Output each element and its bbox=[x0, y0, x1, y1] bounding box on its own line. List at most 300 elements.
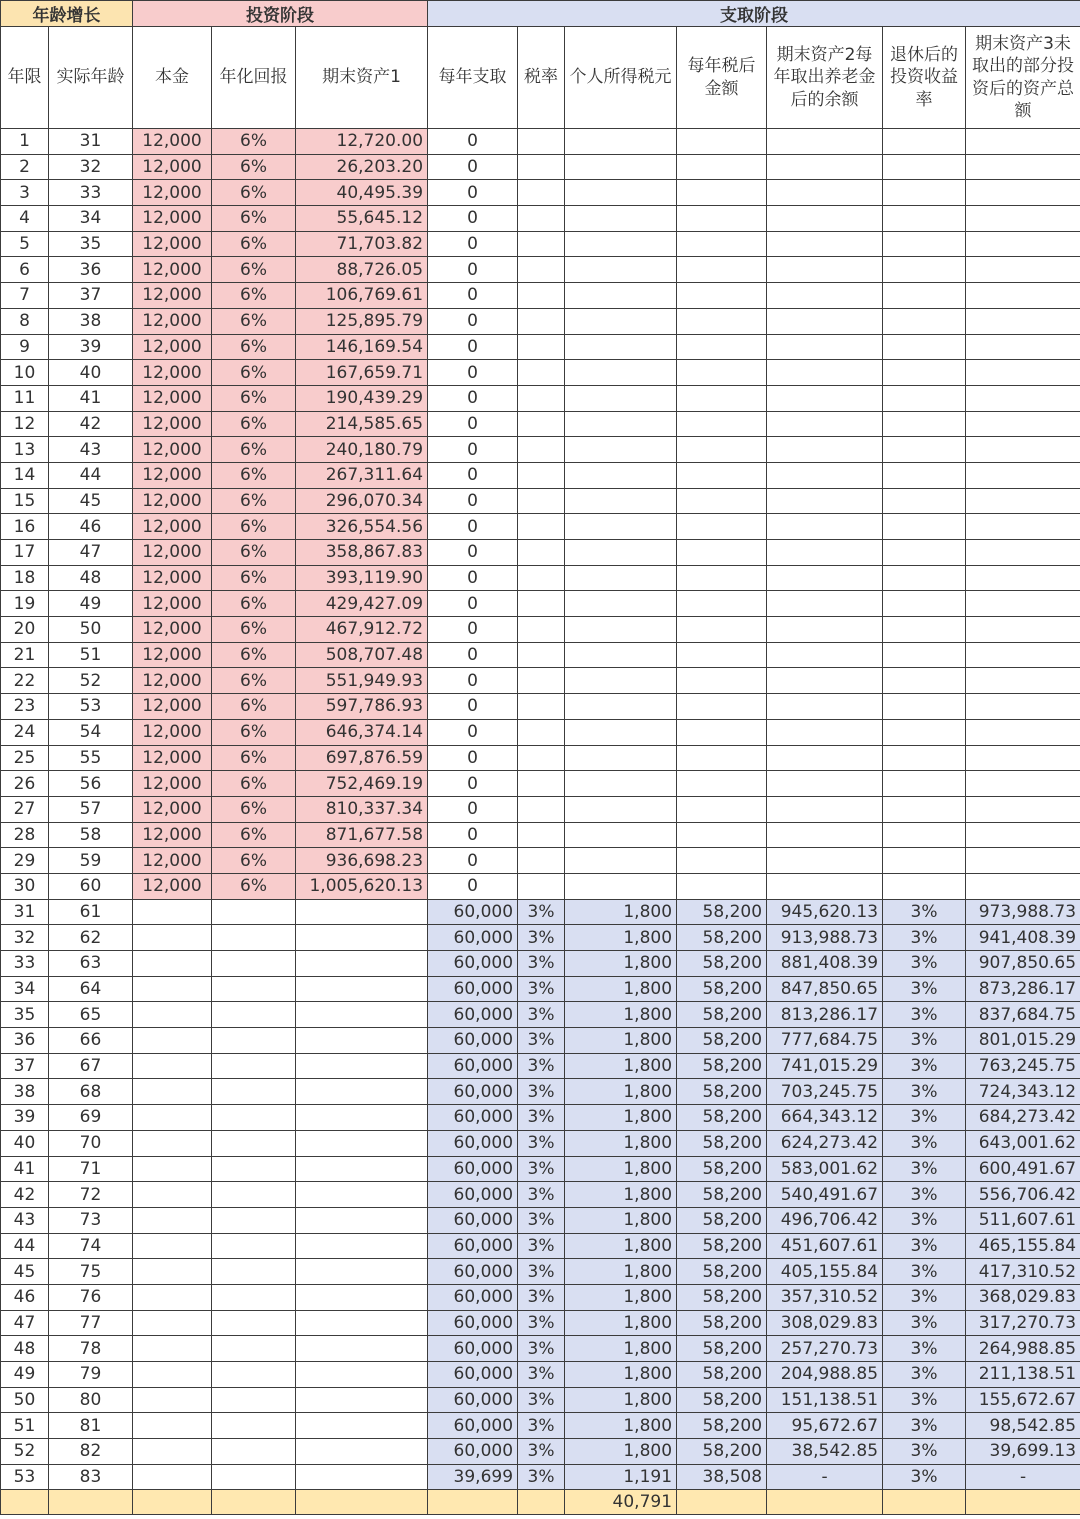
cell-empty[interactable] bbox=[212, 1079, 296, 1105]
cell-annual-return[interactable]: 6% bbox=[212, 514, 296, 540]
cell-empty[interactable] bbox=[677, 385, 767, 411]
cell-empty[interactable] bbox=[565, 411, 677, 437]
cell-tax-rate[interactable]: 3% bbox=[518, 1336, 565, 1362]
cell-empty[interactable] bbox=[565, 719, 677, 745]
cell-annual-return[interactable]: 6% bbox=[212, 796, 296, 822]
cell-year[interactable]: 45 bbox=[1, 1259, 49, 1285]
cell-empty[interactable] bbox=[518, 257, 565, 283]
cell-empty[interactable] bbox=[565, 231, 677, 257]
cell-tax-rate[interactable]: 3% bbox=[518, 976, 565, 1002]
cell-empty[interactable] bbox=[966, 154, 1080, 180]
cell-year[interactable]: 21 bbox=[1, 642, 49, 668]
cell-age[interactable]: 62 bbox=[49, 925, 133, 951]
cell-age[interactable]: 54 bbox=[49, 719, 133, 745]
cell-annual-return[interactable]: 6% bbox=[212, 771, 296, 797]
cell-annual-return[interactable]: 6% bbox=[212, 540, 296, 566]
cell-annual-withdrawal[interactable]: 60,000 bbox=[428, 1002, 518, 1028]
cell-empty[interactable] bbox=[966, 129, 1080, 155]
cell-principal[interactable]: 12,000 bbox=[133, 283, 212, 309]
cell-empty[interactable] bbox=[133, 1362, 212, 1388]
cell-assets2[interactable]: 881,408.39 bbox=[767, 951, 883, 977]
cell-assets3[interactable]: 264,988.85 bbox=[966, 1336, 1080, 1362]
cell-empty[interactable] bbox=[296, 1413, 428, 1439]
cell-year[interactable]: 48 bbox=[1, 1336, 49, 1362]
cell-empty[interactable] bbox=[518, 283, 565, 309]
cell-tax-rate[interactable]: 3% bbox=[518, 1413, 565, 1439]
cell-empty[interactable] bbox=[767, 154, 883, 180]
cell-empty[interactable] bbox=[767, 642, 883, 668]
cell-empty[interactable] bbox=[518, 334, 565, 360]
cell-annual-withdrawal[interactable]: 60,000 bbox=[428, 1156, 518, 1182]
cell-annual-return[interactable]: 6% bbox=[212, 719, 296, 745]
cell-income-tax[interactable]: 1,800 bbox=[565, 1053, 677, 1079]
cell-after-tax[interactable]: 58,200 bbox=[677, 1079, 767, 1105]
cell-income-tax[interactable]: 1,800 bbox=[565, 1284, 677, 1310]
cell-year[interactable]: 2 bbox=[1, 154, 49, 180]
cell-annual-return[interactable]: 6% bbox=[212, 642, 296, 668]
cell-empty[interactable] bbox=[883, 565, 966, 591]
cell-annual-withdrawal[interactable]: 60,000 bbox=[428, 951, 518, 977]
cell-age[interactable]: 36 bbox=[49, 257, 133, 283]
cell-principal[interactable]: 12,000 bbox=[133, 719, 212, 745]
cell-principal[interactable]: 12,000 bbox=[133, 411, 212, 437]
cell-after-tax[interactable]: 58,200 bbox=[677, 1156, 767, 1182]
cell-empty[interactable] bbox=[565, 308, 677, 334]
cell-empty[interactable] bbox=[212, 1130, 296, 1156]
cell-year[interactable]: 36 bbox=[1, 1028, 49, 1054]
cell-empty[interactable] bbox=[883, 154, 966, 180]
cell-empty[interactable] bbox=[677, 771, 767, 797]
cell-year[interactable]: 40 bbox=[1, 1130, 49, 1156]
cell-after-tax[interactable]: 58,200 bbox=[677, 899, 767, 925]
cell-retire-return[interactable]: 3% bbox=[883, 1310, 966, 1336]
cell-assets2[interactable]: 703,245.75 bbox=[767, 1079, 883, 1105]
cell-empty[interactable] bbox=[677, 206, 767, 232]
cell-empty[interactable] bbox=[518, 437, 565, 463]
cell-year[interactable]: 24 bbox=[1, 719, 49, 745]
cell-empty[interactable] bbox=[565, 154, 677, 180]
cell-empty[interactable] bbox=[565, 565, 677, 591]
cell-empty[interactable] bbox=[212, 951, 296, 977]
cell-empty[interactable] bbox=[518, 514, 565, 540]
cell-age[interactable]: 77 bbox=[49, 1310, 133, 1336]
cell-after-tax[interactable]: 38,508 bbox=[677, 1464, 767, 1490]
cell-empty[interactable] bbox=[518, 873, 565, 899]
cell-empty[interactable] bbox=[565, 360, 677, 386]
cell-age[interactable]: 82 bbox=[49, 1439, 133, 1465]
cell-assets1[interactable]: 240,180.79 bbox=[296, 437, 428, 463]
cell-assets1[interactable]: 40,495.39 bbox=[296, 180, 428, 206]
cell-empty[interactable] bbox=[565, 334, 677, 360]
cell-empty[interactable] bbox=[212, 1490, 296, 1515]
cell-assets2[interactable]: - bbox=[767, 1464, 883, 1490]
cell-empty[interactable] bbox=[133, 976, 212, 1002]
cell-annual-withdrawal[interactable]: 60,000 bbox=[428, 1387, 518, 1413]
cell-empty[interactable] bbox=[767, 334, 883, 360]
cell-income-tax[interactable]: 1,800 bbox=[565, 1310, 677, 1336]
cell-age[interactable]: 31 bbox=[49, 129, 133, 155]
cell-assets3[interactable]: 155,672.67 bbox=[966, 1387, 1080, 1413]
cell-empty[interactable] bbox=[767, 231, 883, 257]
cell-annual-withdrawal[interactable]: 60,000 bbox=[428, 1182, 518, 1208]
cell-empty[interactable] bbox=[49, 1490, 133, 1515]
cell-empty[interactable] bbox=[296, 1130, 428, 1156]
cell-principal[interactable]: 12,000 bbox=[133, 462, 212, 488]
cell-empty[interactable] bbox=[296, 1233, 428, 1259]
cell-empty[interactable] bbox=[677, 617, 767, 643]
cell-empty[interactable] bbox=[883, 540, 966, 566]
cell-year[interactable]: 37 bbox=[1, 1053, 49, 1079]
cell-empty[interactable] bbox=[212, 1284, 296, 1310]
cell-retire-return[interactable]: 3% bbox=[883, 1182, 966, 1208]
cell-retire-return[interactable]: 3% bbox=[883, 1130, 966, 1156]
cell-age[interactable]: 60 bbox=[49, 873, 133, 899]
cell-age[interactable]: 53 bbox=[49, 694, 133, 720]
cell-empty[interactable] bbox=[677, 231, 767, 257]
cell-empty[interactable] bbox=[518, 848, 565, 874]
cell-empty[interactable] bbox=[883, 694, 966, 720]
cell-year[interactable]: 38 bbox=[1, 1079, 49, 1105]
cell-retire-return[interactable]: 3% bbox=[883, 1413, 966, 1439]
cell-empty[interactable] bbox=[883, 129, 966, 155]
cell-after-tax[interactable]: 58,200 bbox=[677, 951, 767, 977]
cell-empty[interactable] bbox=[518, 591, 565, 617]
cell-empty[interactable] bbox=[966, 514, 1080, 540]
cell-empty[interactable] bbox=[677, 848, 767, 874]
cell-annual-withdrawal[interactable]: 0 bbox=[428, 514, 518, 540]
cell-year[interactable]: 49 bbox=[1, 1362, 49, 1388]
cell-annual-withdrawal[interactable]: 0 bbox=[428, 873, 518, 899]
cell-annual-return[interactable]: 6% bbox=[212, 360, 296, 386]
cell-empty[interactable] bbox=[677, 257, 767, 283]
cell-empty[interactable] bbox=[767, 462, 883, 488]
cell-empty[interactable] bbox=[767, 822, 883, 848]
cell-age[interactable]: 61 bbox=[49, 899, 133, 925]
cell-empty[interactable] bbox=[565, 488, 677, 514]
cell-tax-rate[interactable]: 3% bbox=[518, 1259, 565, 1285]
cell-tax-rate[interactable]: 3% bbox=[518, 1079, 565, 1105]
cell-empty[interactable] bbox=[966, 360, 1080, 386]
cell-assets2[interactable]: 308,029.83 bbox=[767, 1310, 883, 1336]
cell-principal[interactable]: 12,000 bbox=[133, 180, 212, 206]
cell-annual-withdrawal[interactable]: 0 bbox=[428, 848, 518, 874]
cell-empty[interactable] bbox=[518, 308, 565, 334]
cell-annual-return[interactable]: 6% bbox=[212, 848, 296, 874]
cell-year[interactable]: 43 bbox=[1, 1207, 49, 1233]
cell-empty[interactable] bbox=[133, 1464, 212, 1490]
cell-empty[interactable] bbox=[767, 1490, 883, 1515]
cell-assets1[interactable]: 646,374.14 bbox=[296, 719, 428, 745]
cell-empty[interactable] bbox=[133, 1490, 212, 1515]
cell-tax-rate[interactable]: 3% bbox=[518, 1002, 565, 1028]
cell-empty[interactable] bbox=[966, 231, 1080, 257]
cell-empty[interactable] bbox=[767, 771, 883, 797]
cell-annual-return[interactable]: 6% bbox=[212, 180, 296, 206]
cell-assets1[interactable]: 106,769.61 bbox=[296, 283, 428, 309]
cell-empty[interactable] bbox=[518, 231, 565, 257]
cell-annual-withdrawal[interactable]: 60,000 bbox=[428, 1233, 518, 1259]
cell-year[interactable]: 16 bbox=[1, 514, 49, 540]
cell-annual-withdrawal[interactable]: 60,000 bbox=[428, 1207, 518, 1233]
cell-annual-withdrawal[interactable]: 60,000 bbox=[428, 925, 518, 951]
cell-empty[interactable] bbox=[518, 822, 565, 848]
cell-empty[interactable] bbox=[677, 668, 767, 694]
cell-income-tax[interactable]: 1,800 bbox=[565, 1156, 677, 1182]
cell-assets2[interactable]: 777,684.75 bbox=[767, 1028, 883, 1054]
cell-empty[interactable] bbox=[133, 1156, 212, 1182]
cell-empty[interactable] bbox=[966, 617, 1080, 643]
cell-year[interactable]: 23 bbox=[1, 694, 49, 720]
cell-annual-withdrawal[interactable]: 0 bbox=[428, 668, 518, 694]
cell-after-tax[interactable]: 58,200 bbox=[677, 976, 767, 1002]
cell-year[interactable]: 6 bbox=[1, 257, 49, 283]
cell-tax-rate[interactable]: 3% bbox=[518, 1130, 565, 1156]
cell-year[interactable]: 47 bbox=[1, 1310, 49, 1336]
cell-annual-withdrawal[interactable]: 60,000 bbox=[428, 1413, 518, 1439]
cell-empty[interactable] bbox=[677, 1490, 767, 1515]
cell-empty[interactable] bbox=[518, 745, 565, 771]
cell-principal[interactable]: 12,000 bbox=[133, 668, 212, 694]
cell-assets3[interactable]: 643,001.62 bbox=[966, 1130, 1080, 1156]
cell-annual-withdrawal[interactable]: 0 bbox=[428, 360, 518, 386]
cell-age[interactable]: 75 bbox=[49, 1259, 133, 1285]
cell-empty[interactable] bbox=[767, 796, 883, 822]
cell-empty[interactable] bbox=[883, 334, 966, 360]
cell-age[interactable]: 41 bbox=[49, 385, 133, 411]
cell-empty[interactable] bbox=[296, 1053, 428, 1079]
cell-assets1[interactable]: 752,469.19 bbox=[296, 771, 428, 797]
cell-income-tax[interactable]: 1,800 bbox=[565, 925, 677, 951]
cell-assets1[interactable]: 214,585.65 bbox=[296, 411, 428, 437]
cell-tax-rate[interactable]: 3% bbox=[518, 951, 565, 977]
cell-empty[interactable] bbox=[883, 771, 966, 797]
cell-year[interactable]: 10 bbox=[1, 360, 49, 386]
cell-empty[interactable] bbox=[677, 411, 767, 437]
cell-empty[interactable] bbox=[133, 1130, 212, 1156]
cell-age[interactable]: 68 bbox=[49, 1079, 133, 1105]
cell-assets3[interactable]: 511,607.61 bbox=[966, 1207, 1080, 1233]
cell-annual-withdrawal[interactable]: 60,000 bbox=[428, 1284, 518, 1310]
cell-assets3[interactable]: 556,706.42 bbox=[966, 1182, 1080, 1208]
cell-assets2[interactable]: 38,542.85 bbox=[767, 1439, 883, 1465]
cell-assets2[interactable]: 583,001.62 bbox=[767, 1156, 883, 1182]
cell-annual-withdrawal[interactable]: 0 bbox=[428, 411, 518, 437]
cell-retire-return[interactable]: 3% bbox=[883, 1156, 966, 1182]
cell-empty[interactable] bbox=[966, 385, 1080, 411]
cell-annual-withdrawal[interactable]: 0 bbox=[428, 257, 518, 283]
cell-annual-withdrawal[interactable]: 39,699 bbox=[428, 1464, 518, 1490]
cell-empty[interactable] bbox=[883, 642, 966, 668]
cell-empty[interactable] bbox=[883, 206, 966, 232]
cell-empty[interactable] bbox=[565, 745, 677, 771]
cell-annual-withdrawal[interactable]: 0 bbox=[428, 745, 518, 771]
cell-age[interactable]: 52 bbox=[49, 668, 133, 694]
cell-assets1[interactable]: 393,119.90 bbox=[296, 565, 428, 591]
cell-annual-withdrawal[interactable]: 0 bbox=[428, 308, 518, 334]
cell-annual-withdrawal[interactable]: 60,000 bbox=[428, 1028, 518, 1054]
cell-empty[interactable] bbox=[133, 1079, 212, 1105]
cell-empty[interactable] bbox=[767, 540, 883, 566]
cell-empty[interactable] bbox=[518, 488, 565, 514]
cell-annual-withdrawal[interactable]: 0 bbox=[428, 154, 518, 180]
cell-year[interactable]: 4 bbox=[1, 206, 49, 232]
cell-principal[interactable]: 12,000 bbox=[133, 745, 212, 771]
cell-age[interactable]: 39 bbox=[49, 334, 133, 360]
cell-empty[interactable] bbox=[883, 848, 966, 874]
cell-empty[interactable] bbox=[296, 1156, 428, 1182]
cell-empty[interactable] bbox=[565, 617, 677, 643]
cell-empty[interactable] bbox=[677, 129, 767, 155]
cell-empty[interactable] bbox=[565, 796, 677, 822]
cell-age[interactable]: 72 bbox=[49, 1182, 133, 1208]
cell-empty[interactable] bbox=[212, 1413, 296, 1439]
cell-empty[interactable] bbox=[677, 154, 767, 180]
cell-year[interactable]: 3 bbox=[1, 180, 49, 206]
cell-empty[interactable] bbox=[133, 1105, 212, 1131]
cell-empty[interactable] bbox=[767, 719, 883, 745]
cell-annual-withdrawal[interactable]: 0 bbox=[428, 231, 518, 257]
cell-annual-withdrawal[interactable]: 60,000 bbox=[428, 1259, 518, 1285]
cell-retire-return[interactable]: 3% bbox=[883, 1336, 966, 1362]
cell-empty[interactable] bbox=[767, 873, 883, 899]
cell-year[interactable]: 9 bbox=[1, 334, 49, 360]
cell-year[interactable]: 39 bbox=[1, 1105, 49, 1131]
cell-empty[interactable] bbox=[565, 873, 677, 899]
cell-retire-return[interactable]: 3% bbox=[883, 925, 966, 951]
cell-year[interactable]: 7 bbox=[1, 283, 49, 309]
cell-empty[interactable] bbox=[883, 591, 966, 617]
cell-empty[interactable] bbox=[133, 925, 212, 951]
cell-annual-return[interactable]: 6% bbox=[212, 257, 296, 283]
cell-empty[interactable] bbox=[212, 1387, 296, 1413]
cell-annual-return[interactable]: 6% bbox=[212, 822, 296, 848]
cell-empty[interactable] bbox=[883, 514, 966, 540]
cell-empty[interactable] bbox=[883, 283, 966, 309]
cell-annual-withdrawal[interactable]: 60,000 bbox=[428, 976, 518, 1002]
cell-after-tax[interactable]: 58,200 bbox=[677, 1259, 767, 1285]
cell-annual-withdrawal[interactable]: 60,000 bbox=[428, 1439, 518, 1465]
cell-empty[interactable] bbox=[518, 642, 565, 668]
cell-tax-rate[interactable]: 3% bbox=[518, 1207, 565, 1233]
cell-annual-return[interactable]: 6% bbox=[212, 873, 296, 899]
cell-tax-rate[interactable]: 3% bbox=[518, 1156, 565, 1182]
cell-after-tax[interactable]: 58,200 bbox=[677, 1130, 767, 1156]
cell-empty[interactable] bbox=[296, 1079, 428, 1105]
cell-annual-withdrawal[interactable]: 60,000 bbox=[428, 1130, 518, 1156]
cell-principal[interactable]: 12,000 bbox=[133, 822, 212, 848]
cell-empty[interactable] bbox=[883, 231, 966, 257]
cell-assets1[interactable]: 429,427.09 bbox=[296, 591, 428, 617]
cell-empty[interactable] bbox=[212, 1105, 296, 1131]
cell-year[interactable]: 50 bbox=[1, 1387, 49, 1413]
cell-retire-return[interactable]: 3% bbox=[883, 1233, 966, 1259]
cell-empty[interactable] bbox=[966, 257, 1080, 283]
cell-empty[interactable] bbox=[883, 617, 966, 643]
cell-empty[interactable] bbox=[966, 719, 1080, 745]
cell-empty[interactable] bbox=[883, 385, 966, 411]
cell-assets1[interactable]: 26,203.20 bbox=[296, 154, 428, 180]
cell-income-tax[interactable]: 1,800 bbox=[565, 1439, 677, 1465]
cell-empty[interactable] bbox=[212, 1156, 296, 1182]
cell-empty[interactable] bbox=[133, 1439, 212, 1465]
cell-assets3[interactable]: 368,029.83 bbox=[966, 1284, 1080, 1310]
cell-empty[interactable] bbox=[883, 257, 966, 283]
cell-empty[interactable] bbox=[296, 1284, 428, 1310]
cell-year[interactable]: 12 bbox=[1, 411, 49, 437]
cell-empty[interactable] bbox=[966, 206, 1080, 232]
cell-principal[interactable]: 12,000 bbox=[133, 231, 212, 257]
cell-tax-rate[interactable]: 3% bbox=[518, 925, 565, 951]
cell-empty[interactable] bbox=[212, 1362, 296, 1388]
cell-year[interactable]: 1 bbox=[1, 129, 49, 155]
cell-empty[interactable] bbox=[212, 1336, 296, 1362]
cell-empty[interactable] bbox=[883, 668, 966, 694]
cell-annual-return[interactable]: 6% bbox=[212, 411, 296, 437]
cell-empty[interactable] bbox=[767, 308, 883, 334]
cell-principal[interactable]: 12,000 bbox=[133, 771, 212, 797]
cell-annual-withdrawal[interactable]: 0 bbox=[428, 180, 518, 206]
cell-retire-return[interactable]: 3% bbox=[883, 1053, 966, 1079]
cell-age[interactable]: 57 bbox=[49, 796, 133, 822]
cell-tax-rate[interactable]: 3% bbox=[518, 1362, 565, 1388]
cell-empty[interactable] bbox=[966, 1490, 1080, 1515]
cell-retire-return[interactable]: 3% bbox=[883, 1362, 966, 1388]
cell-principal[interactable]: 12,000 bbox=[133, 129, 212, 155]
cell-annual-withdrawal[interactable]: 0 bbox=[428, 822, 518, 848]
cell-assets1[interactable]: 871,677.58 bbox=[296, 822, 428, 848]
cell-annual-return[interactable]: 6% bbox=[212, 488, 296, 514]
cell-age[interactable]: 66 bbox=[49, 1028, 133, 1054]
cell-empty[interactable] bbox=[518, 617, 565, 643]
cell-after-tax[interactable]: 58,200 bbox=[677, 1284, 767, 1310]
cell-assets2[interactable]: 151,138.51 bbox=[767, 1387, 883, 1413]
cell-empty[interactable] bbox=[133, 1028, 212, 1054]
cell-empty[interactable] bbox=[966, 694, 1080, 720]
cell-empty[interactable] bbox=[565, 668, 677, 694]
cell-tax-rate[interactable]: 3% bbox=[518, 1310, 565, 1336]
cell-year[interactable]: 15 bbox=[1, 488, 49, 514]
cell-age[interactable]: 48 bbox=[49, 565, 133, 591]
cell-annual-withdrawal[interactable]: 0 bbox=[428, 796, 518, 822]
cell-income-tax[interactable]: 1,800 bbox=[565, 1413, 677, 1439]
cell-tax-rate[interactable]: 3% bbox=[518, 1464, 565, 1490]
cell-assets3[interactable]: 211,138.51 bbox=[966, 1362, 1080, 1388]
cell-age[interactable]: 59 bbox=[49, 848, 133, 874]
cell-annual-return[interactable]: 6% bbox=[212, 283, 296, 309]
cell-empty[interactable] bbox=[966, 283, 1080, 309]
cell-empty[interactable] bbox=[133, 899, 212, 925]
cell-assets3[interactable]: 907,850.65 bbox=[966, 951, 1080, 977]
cell-annual-withdrawal[interactable]: 60,000 bbox=[428, 1362, 518, 1388]
cell-year[interactable]: 42 bbox=[1, 1182, 49, 1208]
cell-empty[interactable] bbox=[518, 180, 565, 206]
cell-empty[interactable] bbox=[133, 1413, 212, 1439]
cell-annual-withdrawal[interactable]: 0 bbox=[428, 719, 518, 745]
cell-empty[interactable] bbox=[966, 591, 1080, 617]
cell-empty[interactable] bbox=[296, 1336, 428, 1362]
cell-empty[interactable] bbox=[212, 1259, 296, 1285]
cell-annual-withdrawal[interactable]: 0 bbox=[428, 462, 518, 488]
cell-empty[interactable] bbox=[565, 385, 677, 411]
cell-empty[interactable] bbox=[677, 873, 767, 899]
cell-age[interactable]: 71 bbox=[49, 1156, 133, 1182]
cell-principal[interactable]: 12,000 bbox=[133, 488, 212, 514]
cell-empty[interactable] bbox=[767, 206, 883, 232]
cell-empty[interactable] bbox=[212, 925, 296, 951]
cell-empty[interactable] bbox=[677, 642, 767, 668]
cell-empty[interactable] bbox=[883, 308, 966, 334]
cell-empty[interactable] bbox=[565, 642, 677, 668]
